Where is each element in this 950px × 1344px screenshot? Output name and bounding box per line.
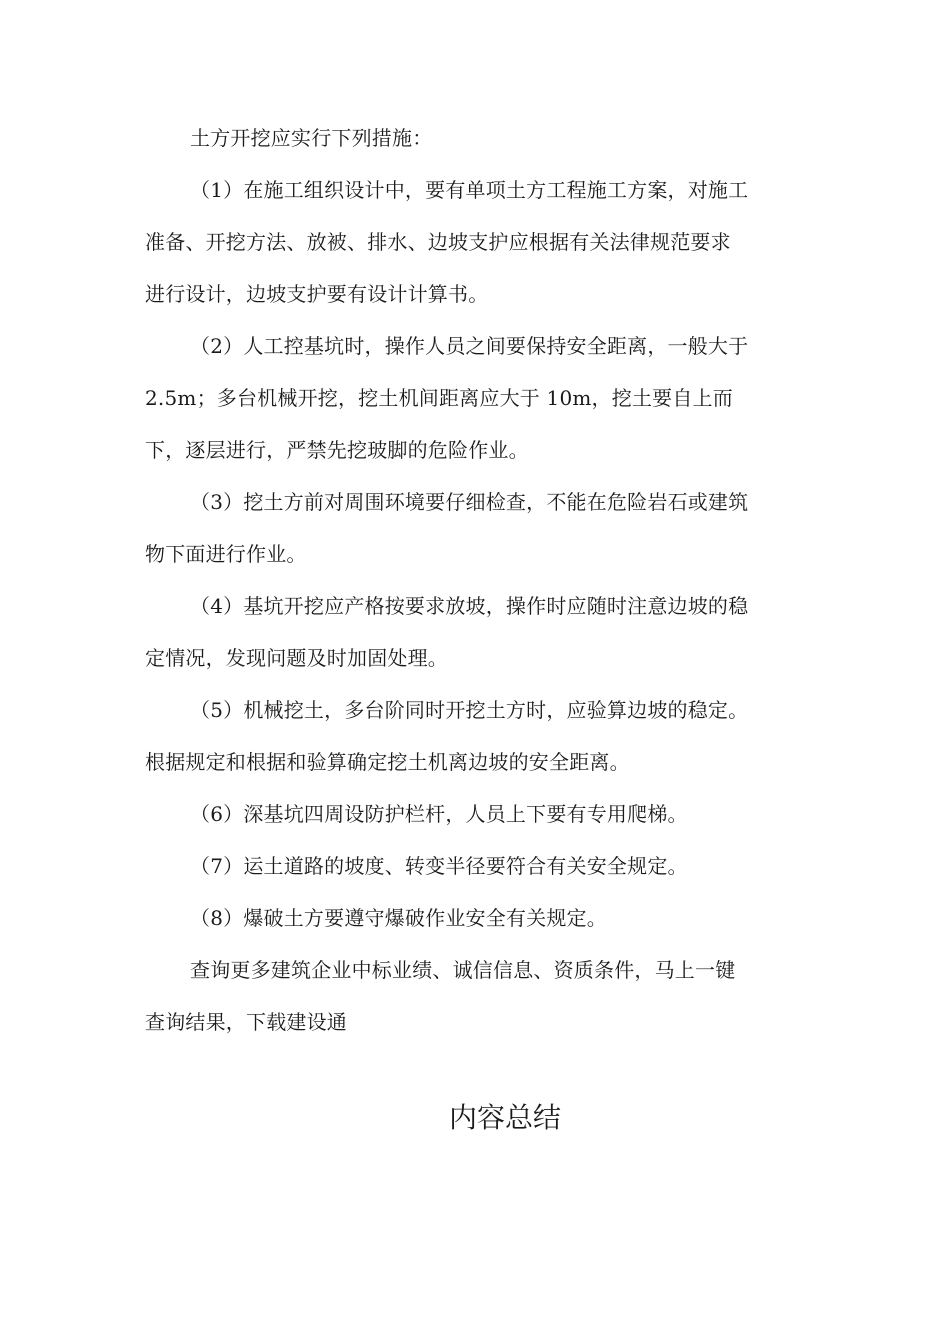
item-3-line-1: （3）挖土方前对周围环境要仔细检查，不能在危险岩石或建筑 <box>190 490 749 514</box>
item-5-line-1: （5）机械挖土，多台阶同时开挖土方时，应验算边坡的稳定。 <box>190 698 749 722</box>
item-6-line: （6）深基坑四周设防护栏杆，人员上下要有专用爬梯。 <box>190 802 688 826</box>
item-2-line-2: 2.5m；多台机械开挖，挖土机间距离应大于 10m，挖土要自上而 <box>145 386 733 410</box>
promo-line-1: 查询更多建筑企业中标业绩、诚信信息、资质条件，马上一键 <box>190 958 736 982</box>
item-4-line-1: （4）基坑开挖应产格按要求放坡，操作时应随时注意边坡的稳 <box>190 594 749 618</box>
item-1-line-3: 进行设计，边坡支护要有设计计算书。 <box>145 282 489 306</box>
item-5-line-2: 根据规定和根据和验算确定挖土机离边坡的安全距离。 <box>145 750 630 774</box>
item-2-line-3: 下，逐层进行，严禁先挖玻脚的危险作业。 <box>145 438 529 462</box>
item-2-line-1: （2）人工控基坑时，操作人员之间要保持安全距离，一般大于 <box>190 334 749 358</box>
item-7-line: （7）运土道路的坡度、转变半径要符合有关安全规定。 <box>190 854 688 878</box>
item-8-line: （8）爆破土方要遵守爆破作业安全有关规定。 <box>190 906 607 930</box>
summary-title: 内容总结 <box>448 1101 561 1134</box>
item-4-line-2: 定情况，发现问题及时加固处理。 <box>145 646 448 670</box>
intro-line: 土方开挖应实行下列措施： <box>190 126 433 150</box>
item-1-line-2: 准备、开挖方法、放被、排水、边坡支护应根据有关法律规范要求 <box>145 230 731 254</box>
item-1-line-1: （1）在施工组织设计中，要有单项土方工程施工方案，对施工 <box>190 178 749 202</box>
promo-line-2: 查询结果，下载建设通 <box>145 1010 347 1034</box>
item-3-line-2: 物下面进行作业。 <box>145 542 307 566</box>
